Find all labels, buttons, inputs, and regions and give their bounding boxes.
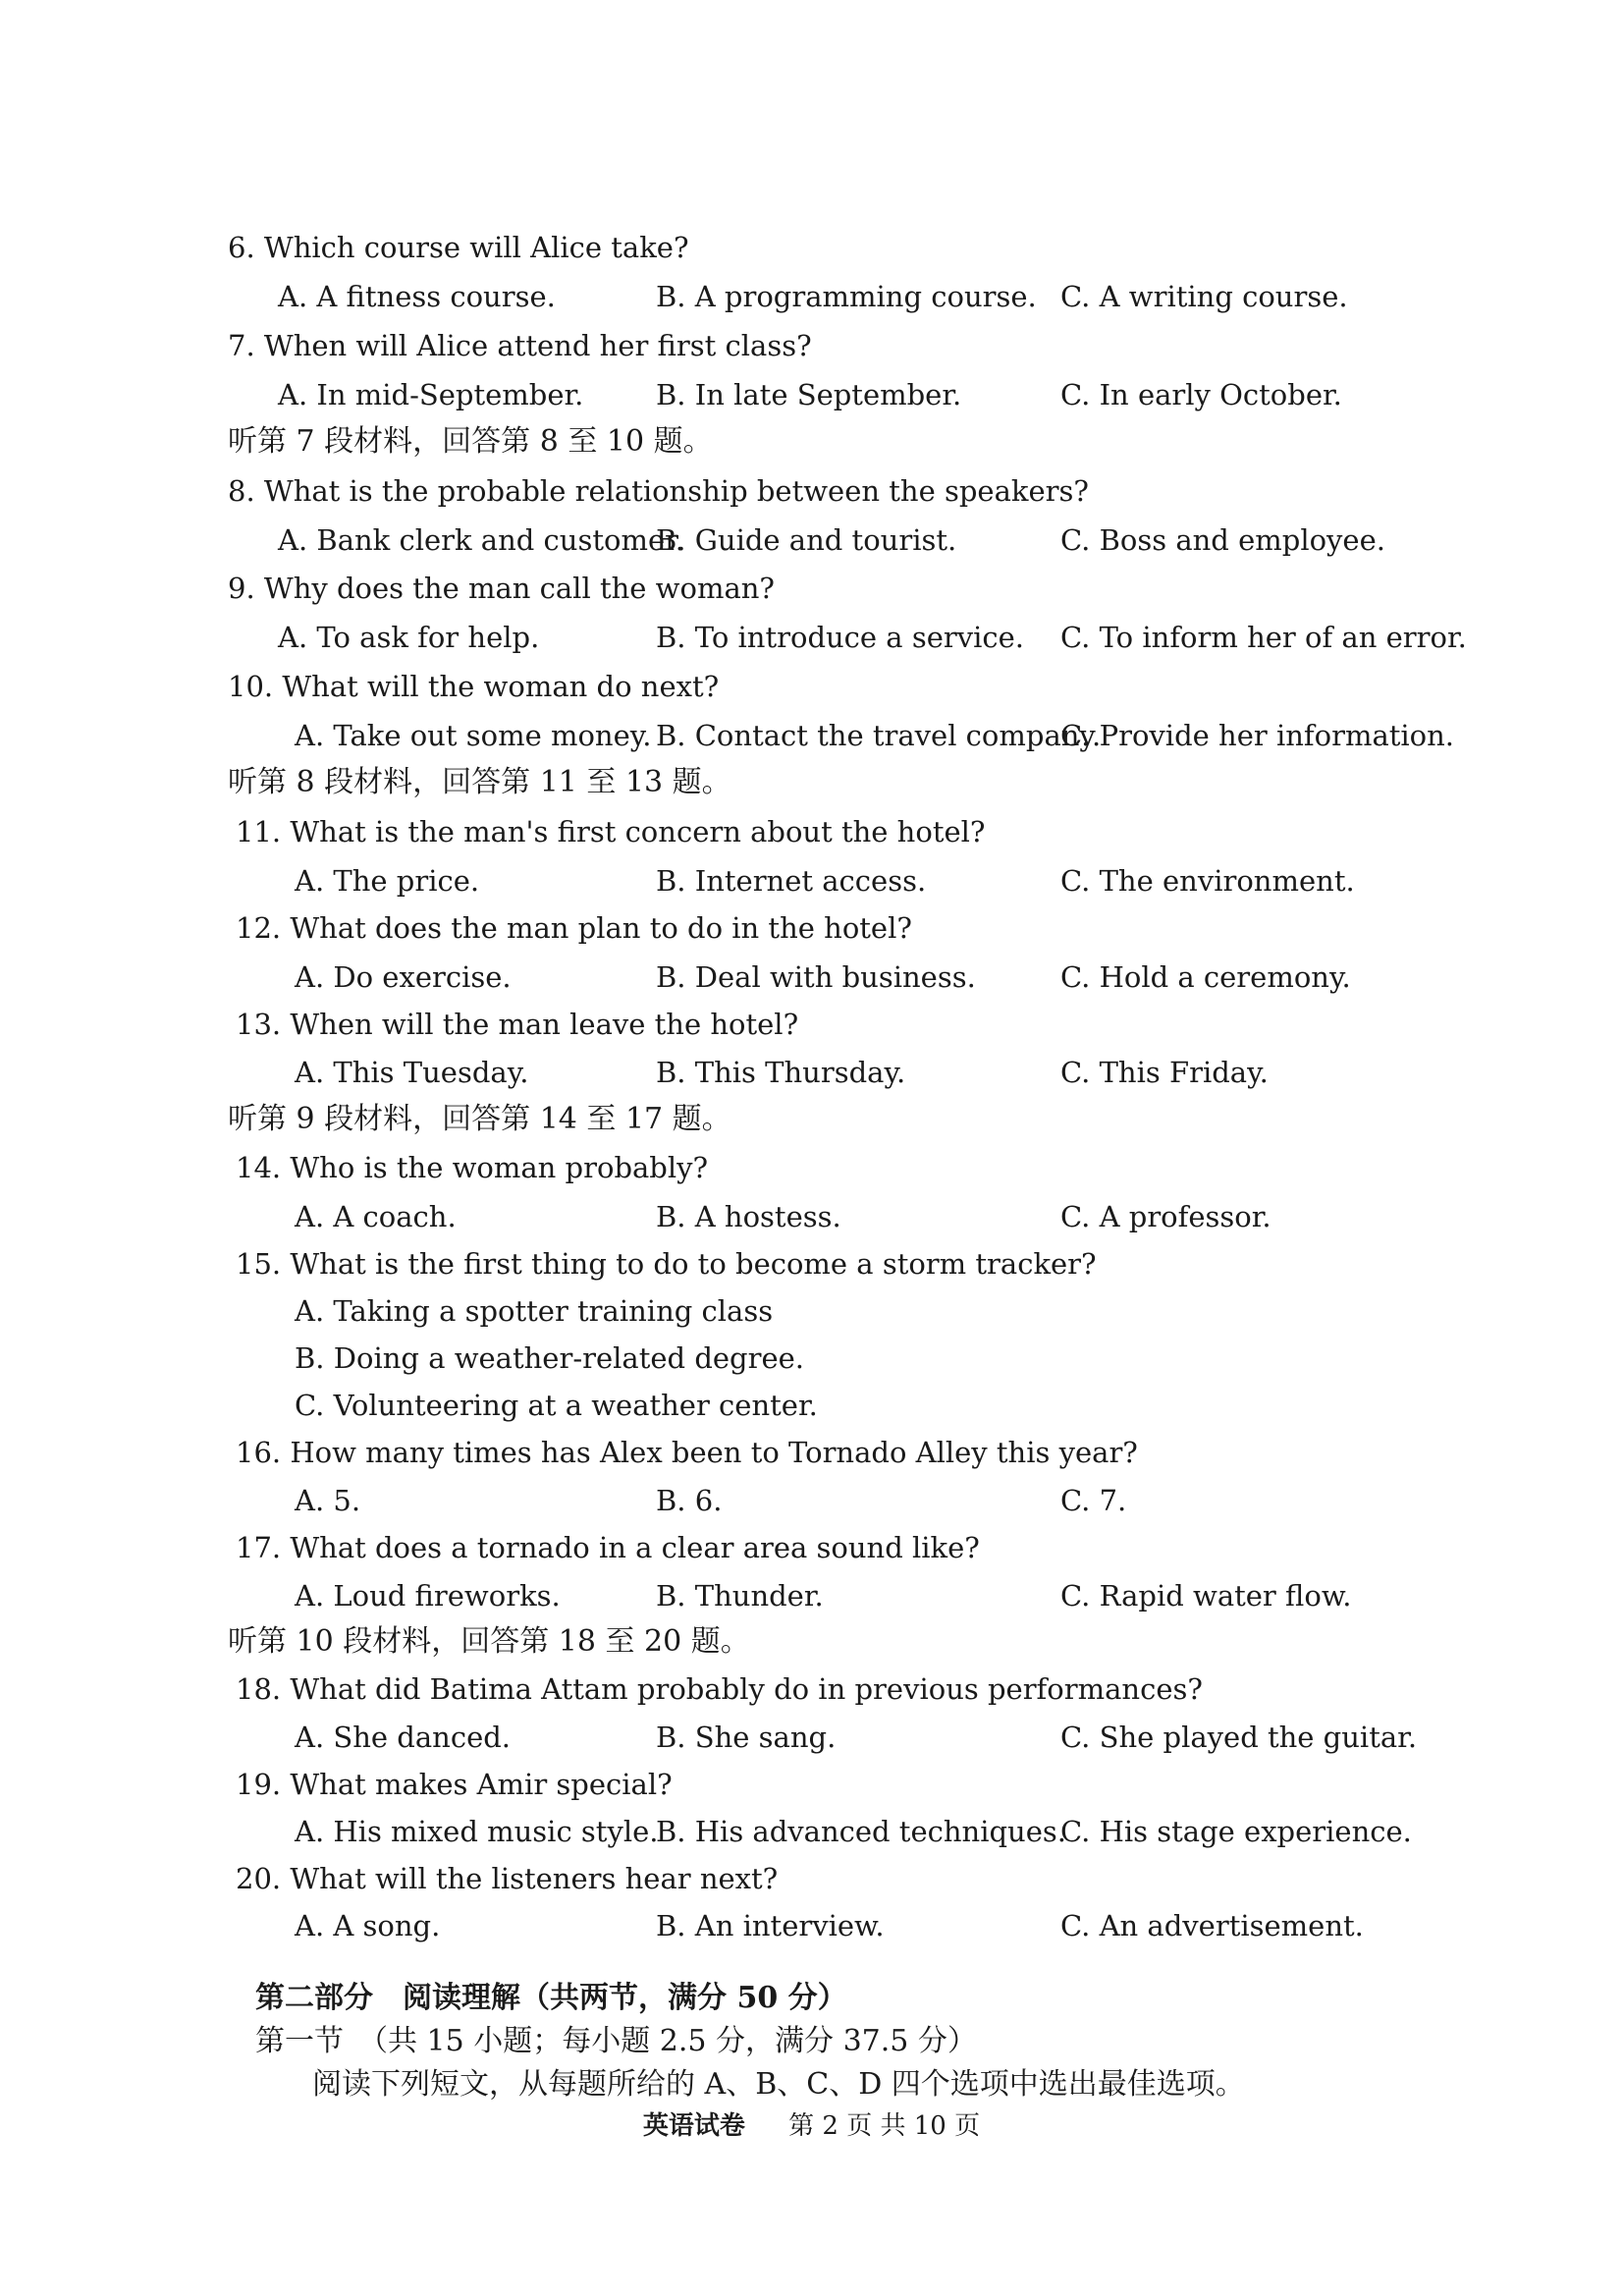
part-2-instruction: 阅读下列短文，从每题所给的 A、B、C、D 四个选项中选出最佳选项。 <box>312 2067 1245 2102</box>
question-12-option-a: A. Do exercise. <box>295 960 512 994</box>
question-20-stem: 20. What will the listeners hear next? <box>236 1862 779 1895</box>
question-7-stem: 7. When will Alice attend her first class? <box>228 329 812 362</box>
question-10-option-a: A. Take out some money. <box>295 719 652 752</box>
question-6-option-a: A. A fitness course. <box>278 280 556 313</box>
question-11-stem: 11. What is the man's first concern about the hotel? <box>236 815 986 848</box>
question-12-option-c: C. Hold a ceremony. <box>1060 960 1351 994</box>
question-6-option-b: B. A programming course. <box>656 280 1037 313</box>
question-17-option-c: C. Rapid water flow. <box>1060 1579 1352 1613</box>
section-8-heading: 听第 8 段材料，回答第 11 至 13 题。 <box>228 765 731 799</box>
part-2-section-1: 第一节 （共 15 小题；每小题 2.5 分，满分 37.5 分） <box>255 2024 977 2058</box>
question-17-option-b: B. Thunder. <box>656 1579 824 1613</box>
footer-exam-name: 英语试卷 <box>642 2111 745 2141</box>
question-8-stem: 8. What is the probable relationship between the speakers? <box>228 474 1089 508</box>
question-7-option-b: B. In late September. <box>656 378 962 411</box>
question-15-option-a: A. Taking a spotter training class <box>295 1294 774 1328</box>
question-18-option-a: A. She danced. <box>295 1721 512 1754</box>
footer-page-number: 第 2 页 共 10 页 <box>788 2111 981 2141</box>
question-13-stem: 13. When will the man leave the hotel? <box>236 1008 799 1041</box>
question-19-stem: 19. What makes Amir special? <box>236 1768 673 1801</box>
question-16-stem: 16. How many times has Alex been to Tornado Alley this year? <box>236 1436 1138 1469</box>
question-8-option-c: C. Boss and employee. <box>1060 523 1385 557</box>
question-19-option-c: C. His stage experience. <box>1060 1815 1412 1848</box>
question-19-option-b: B. His advanced techniques. <box>656 1815 1066 1848</box>
question-19-option-a: A. His mixed music style. <box>295 1815 659 1848</box>
question-13-option-c: C. This Friday. <box>1060 1056 1269 1089</box>
question-15-option-c: C. Volunteering at a weather center. <box>295 1389 818 1422</box>
question-17-option-a: A. Loud fireworks. <box>295 1579 561 1613</box>
question-20-option-a: A. A song. <box>295 1909 441 1942</box>
part-2-title: 第二部分 阅读理解（共两节，满分 50 分） <box>255 1981 847 2015</box>
question-16-option-a: A. 5. <box>295 1484 361 1517</box>
question-9-stem: 9. Why does the man call the woman? <box>228 572 775 605</box>
question-14-stem: 14. Who is the woman probably? <box>236 1151 709 1184</box>
question-16-option-c: C. 7. <box>1060 1484 1127 1517</box>
question-9-option-c: C. To inform her of an error. <box>1060 621 1467 654</box>
section-7-heading: 听第 7 段材料，回答第 8 至 10 题。 <box>228 424 713 459</box>
question-14-option-c: C. A professor. <box>1060 1200 1271 1233</box>
question-16-option-b: B. 6. <box>656 1484 723 1517</box>
question-10-option-c: C. Provide her information. <box>1060 719 1455 752</box>
question-10-stem: 10. What will the woman do next? <box>228 670 720 703</box>
question-13-option-a: A. This Tuesday. <box>295 1056 529 1089</box>
question-7-option-c: C. In early October. <box>1060 378 1342 411</box>
question-20-option-b: B. An interview. <box>656 1909 885 1942</box>
question-20-option-c: C. An advertisement. <box>1060 1909 1364 1942</box>
question-18-option-c: C. She played the guitar. <box>1060 1721 1418 1754</box>
question-8-option-b: B. Guide and tourist. <box>656 523 957 557</box>
question-18-stem: 18. What did Batima Attam probably do in previous performances? <box>236 1672 1203 1706</box>
question-17-stem: 17. What does a tornado in a clear area sound like? <box>236 1531 980 1564</box>
question-11-option-c: C. The environment. <box>1060 864 1355 898</box>
section-10-heading: 听第 10 段材料，回答第 18 至 20 题。 <box>228 1624 750 1659</box>
question-6-option-c: C. A writing course. <box>1060 280 1348 313</box>
section-9-heading: 听第 9 段材料，回答第 14 至 17 题。 <box>228 1102 731 1136</box>
question-11-option-b: B. Internet access. <box>656 864 927 898</box>
question-14-option-b: B. A hostess. <box>656 1200 841 1233</box>
question-8-option-a: A. Bank clerk and customer. <box>278 523 685 557</box>
question-15-stem: 15. What is the first thing to do to become a storm tracker? <box>236 1247 1097 1281</box>
question-12-option-b: B. Deal with business. <box>656 960 976 994</box>
question-6-stem: 6. Which course will Alice take? <box>228 231 689 264</box>
question-7-option-a: A. In mid-September. <box>278 378 584 411</box>
question-10-option-b: B. Contact the travel company. <box>656 719 1102 752</box>
question-9-option-a: A. To ask for help. <box>278 621 540 654</box>
question-18-option-b: B. She sang. <box>656 1721 837 1754</box>
question-14-option-a: A. A coach. <box>295 1200 457 1233</box>
question-12-stem: 12. What does the man plan to do in the hotel? <box>236 911 912 945</box>
question-13-option-b: B. This Thursday. <box>656 1056 906 1089</box>
question-9-option-b: B. To introduce a service. <box>656 621 1025 654</box>
page-footer <box>0 2111 1623 2141</box>
question-15-option-b: B. Doing a weather-related degree. <box>295 1341 805 1375</box>
question-11-option-a: A. The price. <box>295 864 480 898</box>
